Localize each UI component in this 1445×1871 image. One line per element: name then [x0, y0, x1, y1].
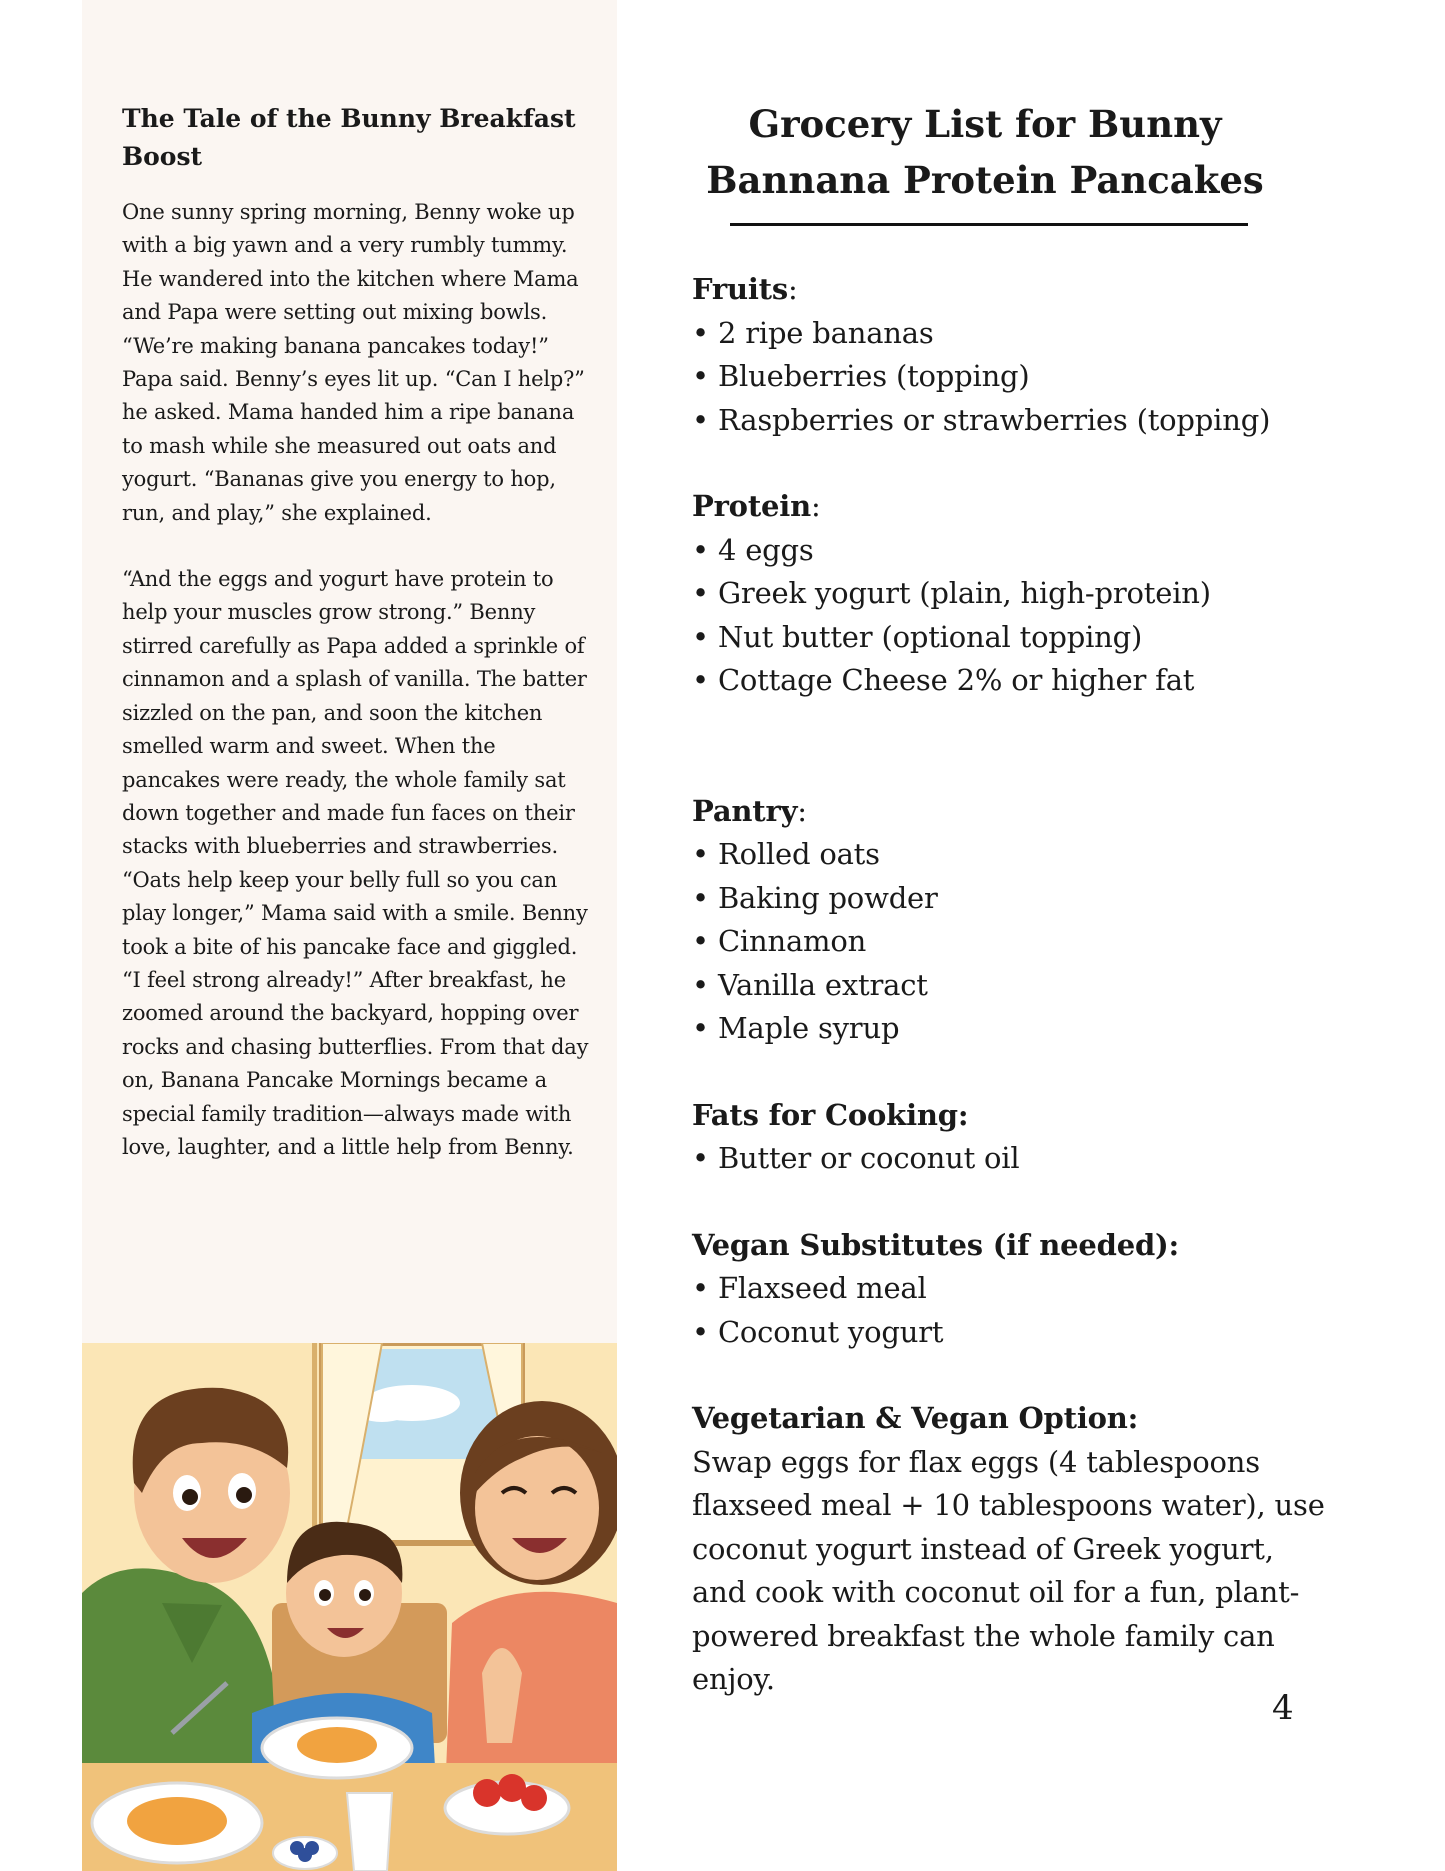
story-paragraph-1: One sunny spring morning, Benny woke up with a big yawn and a very rumbly tummy. He wandered into the kitchen where Mama and Papa were setting out mixing bowls. “We’re making banana pancakes today!” Papa said. Benny’s eyes lit up. “Can I help?” he asked. Mama handed him a ripe banana to mash while she measured out oats and yogurt. “Bananas give you energy to hop, run, and play,” she explained. [122, 200, 585, 525]
list-item: • Baking powder [692, 877, 1332, 921]
list-item: • 2 ripe bananas [692, 312, 1332, 356]
story-paragraph-2: “And the eggs and yogurt have protein to help your muscles grow strong.” Benny stirred carefully as Papa added a sprinkle of cinnamon and a splash of vanilla. The batter sizzled on the pan, and soon the kitchen smelled warm and sweet. When the pancakes were ready, the whole family sat down together and made fun faces on their stacks with blueberries and strawberries. “Oats help keep your belly full so you can play longer,” Mama said with a smile. Benny took a bite of his pancake face and giggled. “I feel strong already!” After breakfast, he zoomed around the backyard, hopping over rocks and chasing butterflies. From that day on, Banana Pancake Mornings became a special family tradition—always made with love, laughter, and a little help from Benny. [122, 567, 589, 1159]
section-fats [692, 1094, 1332, 1181]
list-item: • Blueberries (topping) [692, 355, 1332, 399]
grocery-list-title [700, 96, 1270, 208]
grocery-title-line-2: Bannana Protein Pancakes [706, 158, 1264, 202]
list-item: • Rolled oats [692, 833, 1332, 877]
section-pantry [692, 790, 1332, 1051]
list-item: • Greek yogurt (plain, high-protein) [692, 572, 1332, 616]
list-item: • Butter or coconut oil [692, 1137, 1332, 1181]
list-item: • Flaxseed meal [692, 1267, 1332, 1311]
vegetarian-vegan-option-heading: Vegetarian & Vegan Option: [692, 1401, 1139, 1435]
family-breakfast-illustration [82, 1343, 617, 1871]
grocery-title-line-1: Grocery List for Bunny [748, 102, 1222, 146]
title-divider [730, 223, 1248, 226]
list-item: • 4 eggs [692, 529, 1332, 573]
fats-heading: Fats for Cooking: [692, 1097, 969, 1132]
list-item: • Nut butter (optional topping) [692, 616, 1332, 660]
story-title: The Tale of the Bunny Breakfast Boost [122, 104, 576, 171]
fruits-heading: Fruits [692, 272, 788, 306]
section-vegetarian-vegan-option [692, 1397, 1332, 1702]
story-body [122, 196, 597, 1164]
list-item: • Raspberries or strawberries (topping) [692, 399, 1332, 443]
list-item: • Vanilla extract [692, 964, 1332, 1008]
list-item: • Coconut yogurt [692, 1311, 1332, 1355]
section-pantry-heading: Pantry: [692, 793, 807, 828]
fruits-list [692, 312, 1332, 443]
protein-list [692, 529, 1332, 703]
vegan-substitutes-heading: Vegan Substitutes (if needed): [692, 1227, 1180, 1262]
list-item: • Cottage Cheese 2% or higher fat [692, 659, 1332, 703]
page-number: 4 [1272, 1688, 1294, 1728]
vegan-substitutes-list [692, 1267, 1332, 1354]
section-fruits-heading: Fruits: [692, 272, 798, 306]
section-protein [692, 485, 1332, 703]
section-vegan-substitutes [692, 1224, 1332, 1355]
pantry-heading: Pantry [692, 793, 798, 828]
grocery-list [692, 268, 1332, 1702]
list-item: • Maple syrup [692, 1007, 1332, 1051]
protein-heading: Protein [692, 489, 811, 523]
fats-list [692, 1137, 1332, 1181]
vegetarian-vegan-option-text: Swap eggs for flax eggs (4 tablespoons flaxseed meal + 10 tablespoons water), use coconut yogurt instead of Greek yogurt, and cook with coconut oil for a fun, plant-powered breakfast the whole family can enjoy. [692, 1444, 1325, 1696]
section-protein-heading: Protein: [692, 489, 821, 523]
list-item: • Cinnamon [692, 920, 1332, 964]
section-fruits [692, 268, 1332, 442]
pantry-list [692, 833, 1332, 1051]
